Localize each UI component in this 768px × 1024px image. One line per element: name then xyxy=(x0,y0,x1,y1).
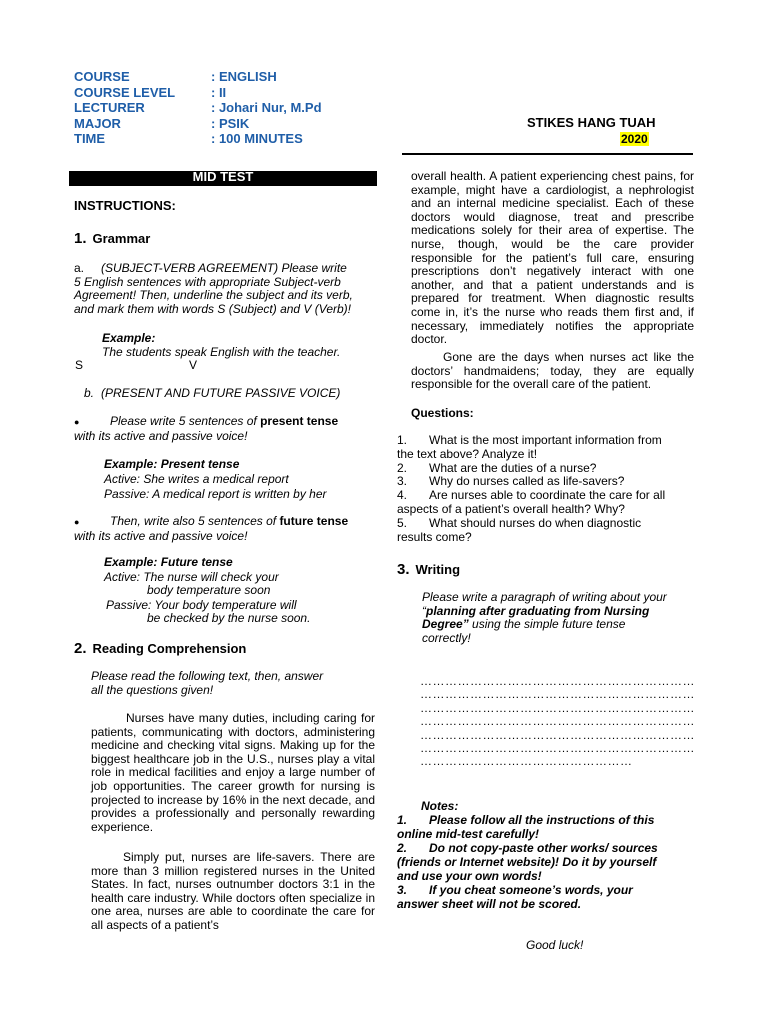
note-number: 1. xyxy=(397,813,408,827)
bullet-present-line2: with its active and passive voice! xyxy=(74,428,248,443)
course-value: : ENGLISH xyxy=(211,69,277,84)
example-label: Example: xyxy=(102,331,156,345)
note-number: 3. xyxy=(397,883,408,897)
bullet-dot-icon: ● xyxy=(74,517,80,527)
time-value: : 100 MINUTES xyxy=(211,131,303,146)
time-row xyxy=(74,131,322,147)
answer-line[interactable]: ………………………………………………………… xyxy=(420,674,695,688)
question-item xyxy=(397,462,697,476)
task-a-label: a. xyxy=(74,261,85,275)
course-label: COURSE xyxy=(74,69,130,84)
future-example-passive1: Passive: Your body temperature will xyxy=(106,597,297,612)
writing-title: Writing xyxy=(415,562,461,577)
reading-instr-line1: Please read the following text, then, answer xyxy=(91,669,324,683)
task-b xyxy=(84,387,340,401)
example-sentence: The students speak English with the teacher. xyxy=(102,345,341,359)
writing-prompt-line3: using the simple future tense xyxy=(468,617,626,631)
answer-line[interactable]: …………………………………………… xyxy=(420,754,633,769)
bullet-future-bold: future tense xyxy=(279,514,349,528)
major-label: MAJOR xyxy=(74,115,121,131)
writing-prompt-line1: Please write a paragraph of writing about your xyxy=(422,590,667,604)
question-text-cont: the text above? Analyze it! xyxy=(397,446,538,461)
writing-number: 3. xyxy=(397,561,410,578)
questions-heading: Questions: xyxy=(411,406,474,420)
question-number: 2. xyxy=(397,460,408,475)
task-a-line3: Agreement! Then, underline the subject and its verb, xyxy=(74,288,353,302)
bullet-present xyxy=(74,415,384,443)
answer-line[interactable]: ………………………………………………………… xyxy=(420,714,695,729)
writing-prompt-line4: correctly! xyxy=(422,630,471,645)
writing-prompt xyxy=(422,591,697,645)
year-badge: 2020 xyxy=(621,132,648,146)
question-text: What is the most important information from xyxy=(429,433,662,447)
present-example-block xyxy=(104,458,327,502)
reading-instructions xyxy=(91,670,323,697)
present-example-label: Example: Present tense xyxy=(104,457,240,471)
reading-paragraph-2-continued: overall health. A patient experiencing chest pains, for example, might have a cardiologist, a nephrologist and an internal medicine specialist. Each of these doctors would diagnose, treat and prescribe medications solely for their area of expertise. The nurse, though, would be the care provider responsible for the patient’s full care, ensuring prescriptions don’t negatively interact with one another, and that a patient understands and is prepared for treatment. When diagnostic results come in, it’s the nurse who reads them first and, if necessary, immediately notifies the appropriate doctor. xyxy=(411,169,694,347)
note-text-cont: online mid-test carefully! xyxy=(397,827,540,841)
note-text: Please follow all the instructions of this xyxy=(429,813,655,827)
major-value: : PSIK xyxy=(211,115,250,131)
answer-line[interactable]: ………………………………………………………… xyxy=(420,741,695,756)
question-text: What are the duties of a nurse? xyxy=(429,460,597,475)
question-text-cont: results come? xyxy=(397,529,472,544)
question-item xyxy=(397,489,697,503)
future-example-label: Example: Future tense xyxy=(104,555,233,569)
question-text: What should nurses do when diagnostic xyxy=(429,515,642,530)
grammar-heading xyxy=(74,230,150,247)
time-label: TIME xyxy=(74,131,106,146)
question-number: 3. xyxy=(397,474,408,489)
bullet-future xyxy=(74,515,384,543)
reading-instr-line2: all the questions given! xyxy=(91,682,214,697)
question-item xyxy=(397,434,697,448)
future-example-block xyxy=(104,556,310,626)
answer-lines[interactable] xyxy=(420,675,695,769)
course-level-value: : II xyxy=(211,84,227,100)
reading-paragraph-1: Nurses have many duties, including caring for patients, communicating with doctors, administering medicine and checking vital signs. Making up for the biggest healthcare job in the U.S., nurses play a vital role in medical facilities and enjoy a large number of job opportunities. The career growth for nursing is projected to increase by 16% in the next decade, and provides a professionally and personally rewarding experience. xyxy=(91,711,375,834)
lecturer-label: LECTURER xyxy=(74,100,145,115)
writing-heading xyxy=(397,561,460,578)
question-item xyxy=(397,475,697,489)
course-row xyxy=(74,69,322,85)
bullet-present-text: Please write 5 sentences of xyxy=(110,414,261,428)
question-text: Are nurses able to coordinate the care for all xyxy=(429,488,666,503)
lecturer-row xyxy=(74,100,322,116)
writing-prompt-quote: “ xyxy=(422,603,426,618)
bullet-future-line2: with its active and passive voice! xyxy=(74,528,248,543)
grammar-title: Grammar xyxy=(92,231,151,246)
reading-number: 2. xyxy=(74,640,87,657)
note-text: If you cheat someone’s words, your xyxy=(429,883,633,897)
bullet-dot-icon: ● xyxy=(74,417,80,427)
question-number: 4. xyxy=(397,488,408,503)
question-text-cont: aspects of a patient’s overall health? Why? xyxy=(397,501,625,516)
verb-mark: V xyxy=(189,358,198,372)
present-example-passive: Passive: A medical report is written by her xyxy=(104,487,327,501)
year-wrapper xyxy=(620,130,649,148)
writing-prompt-topic-end: Degree” xyxy=(422,617,469,631)
note-text-cont: answer sheet will not be scored. xyxy=(397,897,582,911)
question-number: 5. xyxy=(397,515,408,530)
question-text: Why do nurses called as life-savers? xyxy=(429,474,625,489)
institution-name: STIKES HANG TUAH xyxy=(527,115,656,130)
course-info-block xyxy=(74,69,322,147)
future-example-active1: Active: The nurse will check your xyxy=(104,569,279,584)
task-b-label: b. xyxy=(84,386,95,400)
question-item-cont xyxy=(397,503,697,517)
reading-title: Reading Comprehension xyxy=(92,641,247,656)
note-text-cont: (friends or Internet website)! Do it by yourself xyxy=(397,855,657,869)
bullet-future-text: Then, write also 5 sentences of xyxy=(110,514,280,528)
note-text-cont: and use your own words! xyxy=(397,869,542,883)
notes-block xyxy=(397,799,707,911)
subject-mark: S xyxy=(75,358,84,372)
question-number: 1. xyxy=(397,433,408,447)
header-divider xyxy=(402,153,693,155)
question-item-cont xyxy=(397,448,697,462)
course-level-label: COURSE LEVEL xyxy=(74,84,176,100)
grammar-number: 1. xyxy=(74,230,87,247)
reading-paragraph-2: Simply put, nurses are life-savers. There are more than 3 million registered nurses in the United States. In fact, nurses outnumber doctors 3:1 in the health care industry. While doctors often specialize in one area, nurses are able to coordinate the care for all aspects of a patient’s xyxy=(91,850,375,932)
task-b-text: (PRESENT AND FUTURE PASSIVE VOICE) xyxy=(101,386,341,400)
note-text: Do not copy-paste other works/ sources xyxy=(429,841,658,855)
lecturer-value: : Johari Nur, M.Pd xyxy=(211,100,322,115)
answer-line[interactable]: ………………………………………………………… xyxy=(420,700,695,715)
note-number: 2. xyxy=(397,841,408,855)
task-a-line1: (SUBJECT-VERB AGREEMENT) Please write xyxy=(101,261,347,275)
questions-list xyxy=(397,434,697,544)
note-item xyxy=(397,841,707,855)
mid-test-banner: MID TEST xyxy=(69,171,377,186)
present-example-active: Active: She writes a medical report xyxy=(104,471,289,486)
task-a-line2: 5 English sentences with appropriate Subject-verb xyxy=(74,274,341,289)
question-item xyxy=(397,517,697,531)
future-example-active2: body temperature soon xyxy=(147,583,271,597)
note-item xyxy=(397,813,707,827)
answer-line[interactable]: ………………………………………………………… xyxy=(420,727,695,742)
instructions-heading: INSTRUCTIONS: xyxy=(74,198,176,213)
reading-paragraph-3: Gone are the days when nurses act like the doctors’ handmaidens; today, they are equally responsible for the overall care of the patient. xyxy=(411,350,694,392)
closing-text: Good luck! xyxy=(526,938,584,952)
grammar-task-a xyxy=(74,262,384,316)
writing-prompt-topic: planning after graduating from Nursing xyxy=(426,603,650,618)
note-item xyxy=(397,883,707,897)
reading-heading xyxy=(74,640,246,657)
major-row xyxy=(74,116,322,132)
course-level-row xyxy=(74,85,322,101)
notes-title: Notes: xyxy=(421,799,459,813)
question-item-cont xyxy=(397,531,697,545)
answer-line[interactable]: ………………………………………………………… xyxy=(420,687,695,702)
future-example-passive2: be checked by the nurse soon. xyxy=(147,611,311,625)
task-a-line4: and mark them with words S (Subject) and V (Verb)! xyxy=(74,301,351,316)
bullet-present-bold: present tense xyxy=(260,414,339,428)
